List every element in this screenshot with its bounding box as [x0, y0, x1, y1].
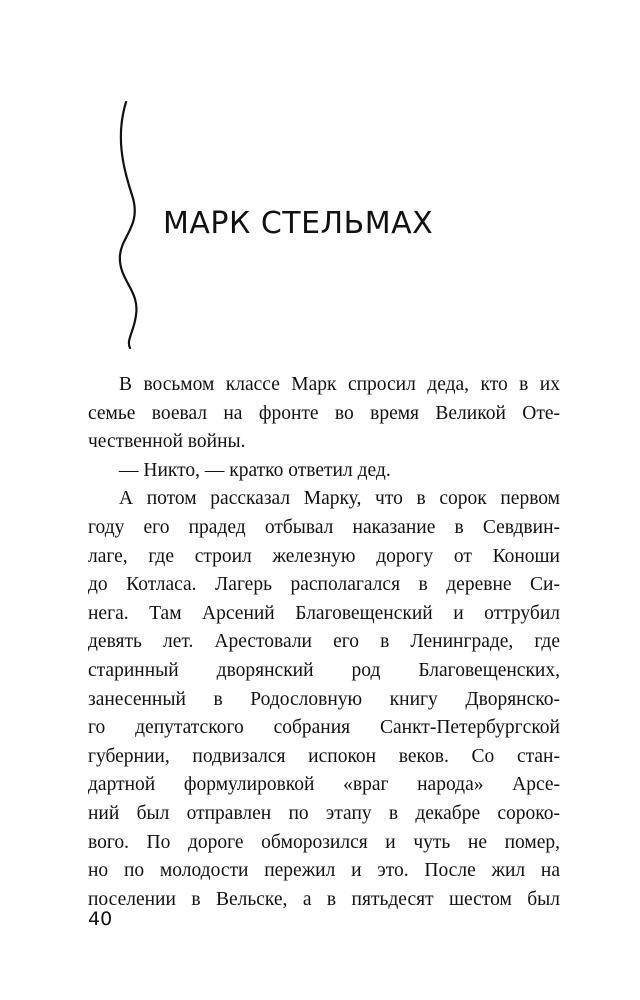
text-line: девять лет. Арестовали его в Ленинграде, где [88, 631, 560, 653]
text-line: до Котласа. Лагерь располагался в деревне Си- [88, 574, 560, 596]
text-line: семье воевал на фронте во время Великой Оте- [88, 402, 560, 424]
page-number: 40 [88, 908, 113, 930]
text-line: вого. По дороге обморозился и чуть не помер, [88, 831, 560, 853]
text-line: но по молодости пережил и это. После жил на [88, 860, 560, 882]
text-line: губернии, подвизался испокон веков. Со стан- [88, 745, 560, 767]
text-line: ний был отправлен по этапу в декабре сороко- [88, 802, 560, 824]
text-line: старинный дворянский род Благовещенских, [88, 659, 560, 681]
chapter-title: МАРК СТЕЛЬМАХ [163, 206, 434, 241]
text-line: дартной формулировкой «враг народа» Арсе- [88, 774, 560, 796]
text-line: А потом рассказал Марку, что в сорок первом [119, 488, 560, 510]
text-line: году его прадед отбывал наказание в Севдвин- [88, 516, 560, 538]
text-line: го депутатского собрания Санкт-Петербургской [88, 717, 560, 739]
wavy-line-icon [112, 100, 152, 350]
text-line: занесенный в Родословную книгу Дворянско- [88, 688, 560, 710]
text-line: чественной войны. [88, 431, 246, 453]
text-line: В восьмом классе Марк спросил деда, кто в их [119, 374, 560, 395]
text-line: поселении в Вельске, а в пятьдесят шестом был [88, 888, 560, 910]
text-line: нега. Там Арсений Благовещенский и оттрубил [88, 602, 560, 624]
text-line: — Никто, — кратко ответил дед. [119, 459, 391, 481]
text-line: лаге, где строил железную дорогу от Коноши [88, 545, 560, 567]
body-text [88, 371, 560, 914]
